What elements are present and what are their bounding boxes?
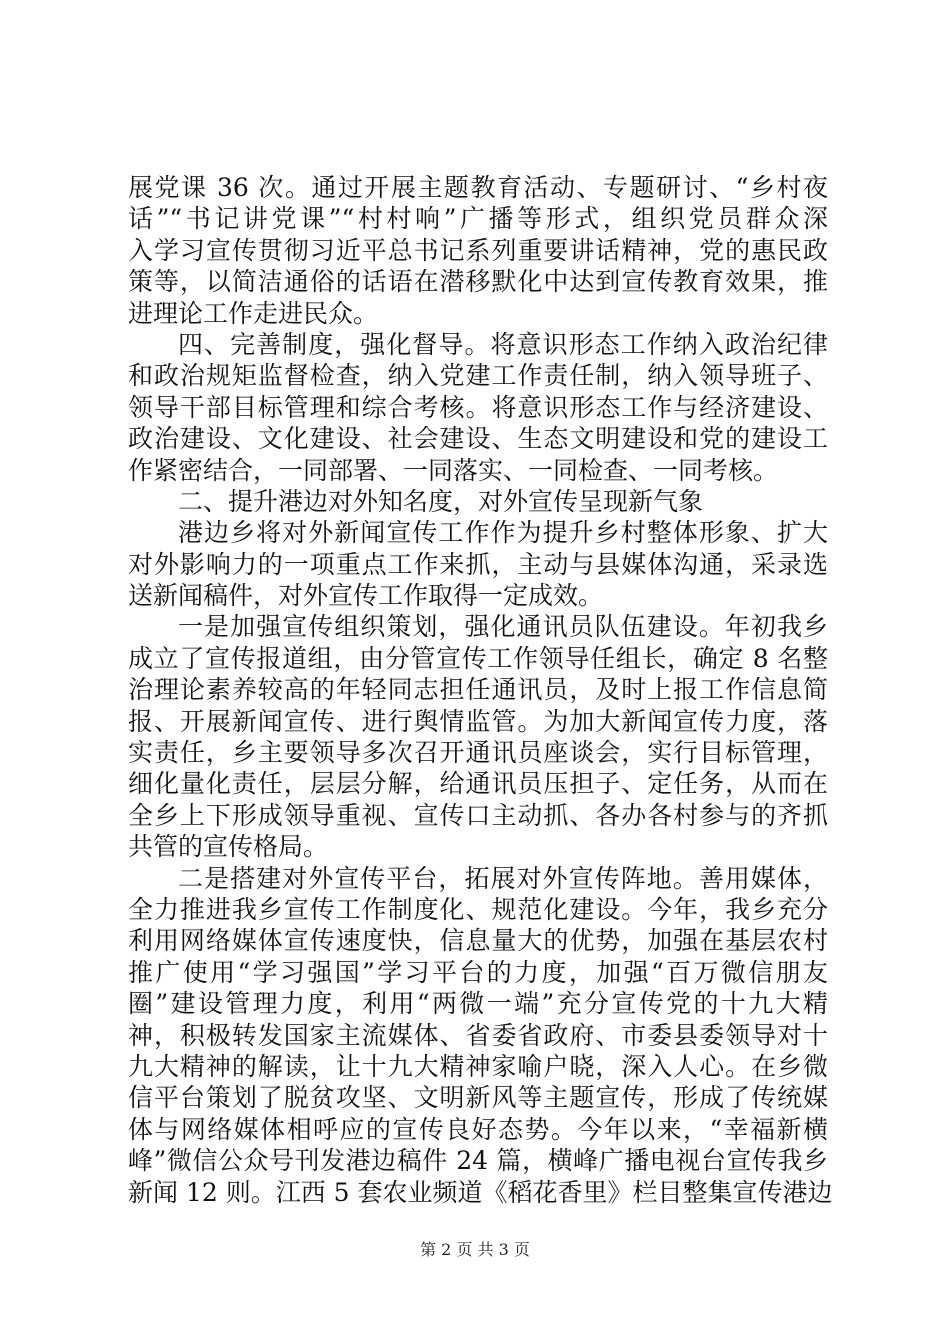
- text-line: 策等，以简洁通俗的话语在潜移默化中达到宣传教育效果，推: [128, 267, 828, 297]
- text-line: 信平台策划了脱贫攻坚、文明新风等主题宣传，形成了传统媒: [128, 1083, 828, 1113]
- text-line: 峰”微信公众号刊发港边稿件 24 篇，横峰广播电视台宣传我乡: [128, 1146, 828, 1176]
- text-line: 新闻 12 则。江西 5 套农业频道《稻花香里》栏目整集宣传港边: [128, 1177, 833, 1207]
- text-line: 细化量化责任，层层分解，给通讯员压担子、定任务，从而在: [128, 769, 828, 799]
- text-line: 共管的宣传格局。: [128, 832, 329, 862]
- text-line: 九大精神的解读，让十九大精神家喻户晓，深入人心。在乡微: [128, 1051, 828, 1081]
- text-line: 成立了宣传报道组，由分管宣传工作领导任组长，确定 8 名整: [128, 643, 828, 673]
- text-line: 进理论工作走进民众。: [128, 298, 379, 328]
- text-line: 一是加强宣传组织策划，强化通讯员队伍建设。年初我乡: [178, 612, 828, 642]
- text-line: 治理论素养较高的年轻同志担任通讯员，及时上报工作信息简: [128, 675, 828, 705]
- text-line: 二、提升港边对外知名度，对外宣传呈现新气象: [178, 486, 704, 516]
- text-line: 二是搭建对外宣传平台，拓展对外宣传阵地。善用媒体，: [178, 863, 828, 893]
- text-line: 展党课 36 次。通过开展主题教育活动、专题研讨、“乡村夜: [128, 173, 828, 202]
- text-line: 全力推进我乡宣传工作制度化、规范化建设。今年，我乡充分: [128, 894, 828, 924]
- text-line: 实责任，乡主要领导多次召开通讯员座谈会，实行目标管理，: [128, 738, 828, 768]
- text-line: 全乡上下形成领导重视、宣传口主动抓、各办各村参与的齐抓: [128, 800, 828, 830]
- text-line: 推广使用“学习强国”学习平台的力度，加强“百万微信朋友: [128, 957, 828, 987]
- text-line: 港边乡将对外新闻宣传工作作为提升乡村整体形象、扩大: [178, 518, 828, 548]
- text-line: 神，积极转发国家主流媒体、省委省政府、市委县委领导对十: [128, 1020, 828, 1050]
- text-line: 政治建设、文化建设、社会建设、生态文明建设和党的建设工: [128, 424, 828, 454]
- text-line: 四、完善制度，强化督导。将意识形态工作纳入政治纪律: [178, 329, 828, 359]
- text-line: 利用网络媒体宣传速度快，信息量大的优势，加强在基层农村: [128, 926, 828, 956]
- text-line: 报、开展新闻宣传、进行舆情监管。为加大新闻宣传力度，落: [128, 706, 828, 736]
- text-line: 话”“书记讲党课”“村村响”广播等形式，组织党员群众深: [128, 204, 828, 234]
- text-line: 领导干部目标管理和综合考核。将意识形态工作与经济建设、: [128, 392, 828, 422]
- document-body: [128, 172, 833, 1208]
- text-line: 入学习宣传贯彻习近平总书记系列重要讲话精神，党的惠民政: [128, 235, 828, 265]
- text-line: 圈”建设管理力度，利用“两微一端”充分宣传党的十九大精: [128, 989, 828, 1019]
- page-number-footer: 第 2 页 共 3 页: [420, 1240, 530, 1259]
- text-line: 对外影响力的一项重点工作来抓，主动与县媒体沟通，采录选: [128, 549, 828, 579]
- text-line: 作紧密结合，一同部署、一同落实、一同检查、一同考核。: [128, 455, 779, 485]
- text-line: 体与网络媒体相呼应的宣传良好态势。今年以来，“幸福新横: [128, 1114, 828, 1144]
- text-line: 送新闻稿件，对外宣传工作取得一定成效。: [128, 581, 604, 611]
- text-line: 和政治规矩监督检查，纳入党建工作责任制，纳入领导班子、: [128, 361, 828, 391]
